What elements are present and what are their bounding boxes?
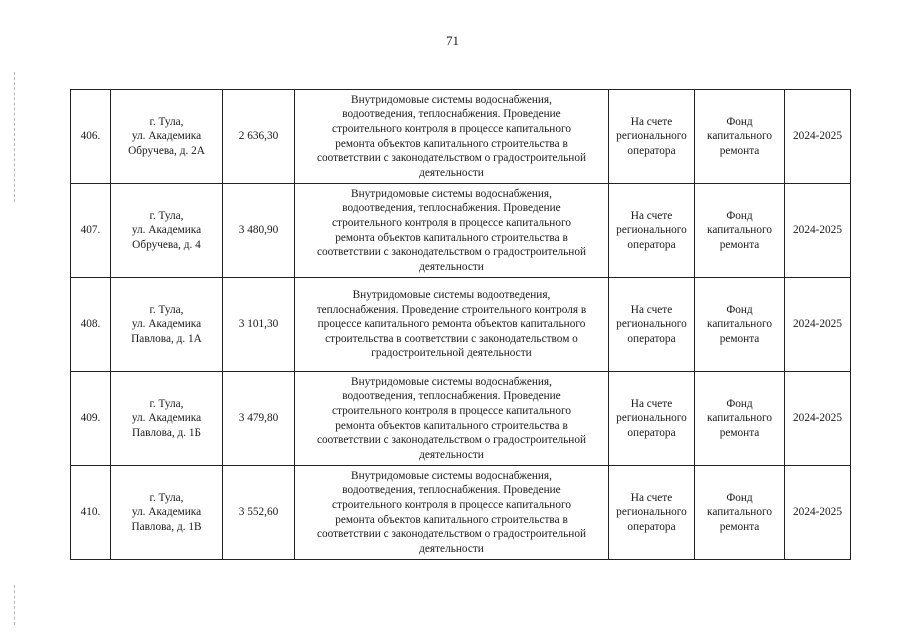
work-description-cell-line: деятельности: [419, 542, 484, 555]
funding-source-cell-line: Фонд: [726, 491, 753, 504]
work-description-cell-line: соответствии с законодательством о градостроительной: [316, 434, 587, 447]
work-description-cell-line: деятельности: [419, 166, 484, 179]
area-cell: 3 479,80: [223, 372, 295, 466]
address-cell-line: г. Тула,: [149, 397, 184, 410]
work-description-cell-line: строительного контроля в процессе капитального: [332, 122, 571, 135]
account-cell-line: регионального: [616, 412, 687, 425]
address-cell: [111, 184, 223, 278]
work-description-cell-line: деятельности: [419, 260, 484, 273]
period-cell: 2024-2025: [785, 184, 851, 278]
address-cell-line: ул. Академика: [131, 318, 202, 331]
account-cell-line: На счете: [630, 209, 673, 222]
funding-source-cell-line: ремонта: [719, 238, 760, 251]
page-number: 71: [446, 33, 459, 48]
address-cell-line: г. Тула,: [149, 209, 184, 222]
funding-source-cell-line: капитального: [707, 130, 772, 143]
account-cell-line: регионального: [616, 130, 687, 143]
account-cell: [609, 278, 695, 372]
funding-source-cell-line: ремонта: [719, 332, 760, 345]
work-description-cell: [295, 278, 609, 372]
area-cell: 3 480,90: [223, 184, 295, 278]
work-description-cell-line: строительного контроля в процессе капитального: [332, 404, 571, 417]
work-description-cell-line: соответствии с законодательством о градостроительной: [316, 528, 587, 541]
account-cell-line: На счете: [630, 115, 673, 128]
account-cell: [609, 372, 695, 466]
work-description-cell-line: водоотведения, теплоснабжения. Проведение: [342, 390, 561, 403]
funding-source-cell-line: ремонта: [719, 520, 760, 533]
address-cell-line: г. Тула,: [149, 491, 184, 504]
table-row: [71, 184, 851, 278]
account-cell-line: оператора: [627, 144, 676, 157]
work-description-cell-line: Внутридомовые системы водоснабжения,: [351, 375, 552, 388]
funding-source-cell-line: ремонта: [719, 144, 760, 157]
account-cell-line: оператора: [627, 238, 676, 251]
work-description-cell-line: Внутридомовые системы водоснабжения,: [351, 187, 552, 200]
table-row: [71, 90, 851, 184]
funding-source-cell-line: Фонд: [726, 209, 753, 222]
work-description-cell: [295, 466, 609, 560]
row-number: 410.: [71, 466, 111, 560]
work-description-cell-line: Внутридомовые системы водоотведения,: [352, 289, 551, 302]
work-description-cell-line: ремонта объектов капитального строительства в: [335, 513, 568, 526]
address-cell-line: ул. Академика: [131, 506, 202, 519]
work-description-cell-line: строительного контроля в процессе капитального: [332, 216, 571, 229]
work-description-cell-line: водоотведения, теплоснабжения. Проведение: [342, 108, 561, 121]
table-row: [71, 466, 851, 560]
area-cell: 3 101,30: [223, 278, 295, 372]
funding-source-cell: [695, 372, 785, 466]
work-description-cell: [295, 90, 609, 184]
account-cell-line: оператора: [627, 426, 676, 439]
account-cell: [609, 466, 695, 560]
address-cell-line: Павлова, д. 1А: [131, 332, 202, 345]
work-description-cell: [295, 372, 609, 466]
period-cell: 2024-2025: [785, 466, 851, 560]
funding-source-cell-line: капитального: [707, 224, 772, 237]
account-cell-line: На счете: [630, 491, 673, 504]
work-description-cell-line: Внутридомовые системы водоснабжения,: [351, 93, 552, 106]
work-description-cell-line: ремонта объектов капитального строительства в: [335, 419, 568, 432]
row-number: 408.: [71, 278, 111, 372]
account-cell: [609, 184, 695, 278]
funding-source-cell-line: Фонд: [726, 115, 753, 128]
work-description-cell-line: деятельности: [419, 448, 484, 461]
work-description-cell-line: теплоснабжения. Проведение строительного контроля в: [316, 303, 587, 316]
address-cell-line: Обручева, д. 2А: [128, 144, 205, 157]
work-description-cell-line: строительного контроля в процессе капитального: [332, 498, 571, 511]
table-row: [71, 372, 851, 466]
row-number: 407.: [71, 184, 111, 278]
work-description-cell: [295, 184, 609, 278]
address-cell: [111, 466, 223, 560]
funding-source-cell-line: Фонд: [726, 303, 753, 316]
work-description-cell-line: процессе капитального ремонта объектов капитального: [317, 318, 586, 331]
margin-scan-marks-bottom: [14, 585, 16, 625]
margin-scan-marks: [14, 72, 16, 202]
address-cell: [111, 278, 223, 372]
address-cell: [111, 372, 223, 466]
address-cell-line: г. Тула,: [149, 115, 184, 128]
address-cell-line: ул. Академика: [131, 412, 202, 425]
area-cell: 2 636,30: [223, 90, 295, 184]
work-description-cell-line: водоотведения, теплоснабжения. Проведение: [342, 202, 561, 215]
area-cell: 3 552,60: [223, 466, 295, 560]
account-cell-line: регионального: [616, 506, 687, 519]
funding-source-cell-line: Фонд: [726, 397, 753, 410]
address-cell: [111, 90, 223, 184]
account-cell-line: регионального: [616, 318, 687, 331]
period-cell: 2024-2025: [785, 372, 851, 466]
work-description-cell-line: ремонта объектов капитального строительства в: [335, 231, 568, 244]
address-cell-line: Обручева, д. 4: [132, 238, 201, 251]
row-number: 406.: [71, 90, 111, 184]
row-number: 409.: [71, 372, 111, 466]
account-cell-line: На счете: [630, 303, 673, 316]
work-description-cell-line: соответствии с законодательством о градостроительной: [316, 246, 587, 259]
address-cell-line: ул. Академика: [131, 224, 202, 237]
repair-register-table: [70, 89, 851, 560]
funding-source-cell: [695, 90, 785, 184]
work-description-cell-line: Внутридомовые системы водоснабжения,: [351, 469, 552, 482]
funding-source-cell-line: капитального: [707, 318, 772, 331]
funding-source-cell: [695, 278, 785, 372]
table-body: [71, 90, 851, 560]
account-cell-line: оператора: [627, 520, 676, 533]
account-cell-line: регионального: [616, 224, 687, 237]
work-description-cell-line: строительства в соответствии с законодательством о: [325, 332, 578, 345]
work-description-cell-line: градостроительной деятельности: [371, 347, 532, 360]
account-cell-line: На счете: [630, 397, 673, 410]
account-cell-line: оператора: [627, 332, 676, 345]
work-description-cell-line: соответствии с законодательством о градостроительной: [316, 152, 587, 165]
work-description-cell-line: водоотведения, теплоснабжения. Проведение: [342, 484, 561, 497]
address-cell-line: Павлова, д. 1Б: [131, 426, 202, 439]
account-cell: [609, 90, 695, 184]
address-cell-line: Павлова, д. 1В: [131, 520, 202, 533]
funding-source-cell-line: ремонта: [719, 426, 760, 439]
funding-source-cell-line: капитального: [707, 506, 772, 519]
period-cell: 2024-2025: [785, 90, 851, 184]
address-cell-line: г. Тула,: [149, 303, 184, 316]
address-cell-line: ул. Академика: [131, 130, 202, 143]
table-row: [71, 278, 851, 372]
work-description-cell-line: ремонта объектов капитального строительства в: [335, 137, 568, 150]
funding-source-cell: [695, 184, 785, 278]
funding-source-cell-line: капитального: [707, 412, 772, 425]
funding-source-cell: [695, 466, 785, 560]
period-cell: 2024-2025: [785, 278, 851, 372]
